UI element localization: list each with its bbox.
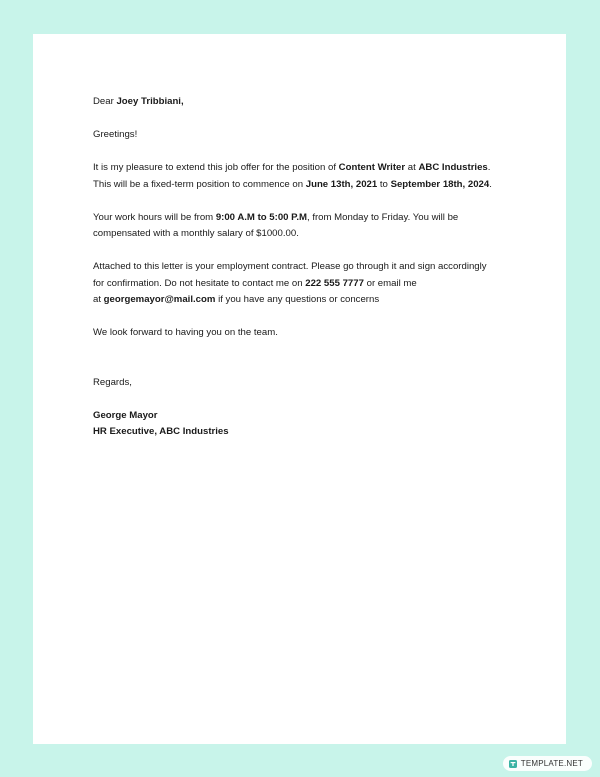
salutation: Dear Joey Tribbiani,: [93, 96, 184, 107]
offer-paragraph: It is my pleasure to extend this job offer for the position of Content Writer at ABC Industries. This will be a fixed-term position to commence on June 13th, 2021 to September 18th, 2024.: [93, 162, 492, 190]
closing-salutation: Regards,: [93, 376, 132, 388]
letter-page: [33, 34, 566, 744]
greeting: Greetings!: [93, 129, 138, 140]
watermark-text: TEMPLATE.NET: [520, 759, 583, 768]
start-date: June 13th, 2021: [305, 178, 378, 190]
end-date: September 18th, 2024: [390, 178, 490, 190]
hours-paragraph: Your work hours will be from 9:00 A.M to 5:00 P.M, from Monday to Friday. You will be compensated with a monthly salary of $1000.00.: [93, 211, 459, 239]
letter-body: [93, 94, 533, 441]
template-watermark: [503, 756, 592, 771]
contact-email: georgemayor@mail.com: [103, 294, 216, 305]
template-logo-icon: [509, 760, 517, 768]
position-title: Content Writer: [338, 162, 406, 173]
signer-name: George Mayor: [93, 409, 158, 421]
company-name: ABC Industries: [418, 162, 488, 173]
contact-phone: 222 555 7777: [305, 277, 364, 289]
contract-paragraph: Attached to this letter is your employment contract. Please go through it and sign accordingly for confirmation. Do not hesitate to contact me on 222 555 7777 or email me at georgemayor@mail.com if you have any questions or concerns: [93, 261, 487, 305]
work-hours: 9:00 A.M to 5:00 P.M: [215, 211, 307, 223]
recipient-name: Joey Tribbiani,: [116, 96, 184, 107]
closing-paragraph: We look forward to having you on the team.: [93, 327, 278, 338]
signer-title: HR Executive, ABC Industries: [93, 426, 229, 437]
